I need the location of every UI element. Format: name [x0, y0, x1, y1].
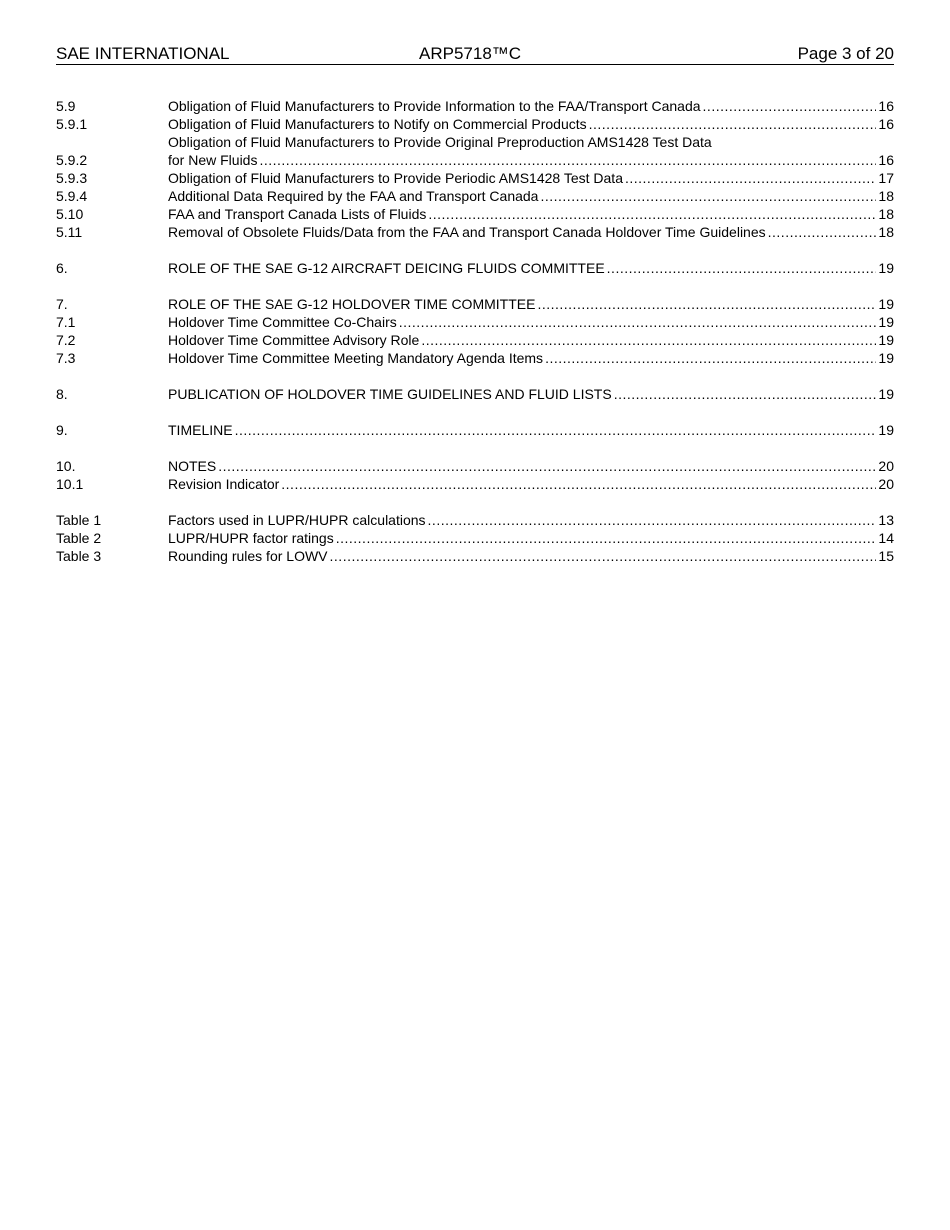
toc-entry-title: TIMELINE	[168, 422, 233, 438]
toc-entry-number: 10.1	[56, 476, 84, 492]
toc-entry-page: 16	[878, 116, 894, 132]
toc-entry-title: ROLE OF THE SAE G-12 HOLDOVER TIME COMMITTEE	[168, 296, 536, 312]
toc-entry-title: ROLE OF THE SAE G-12 AIRCRAFT DEICING FLUIDS COMMITTEE	[168, 260, 605, 276]
dot-leader	[330, 547, 877, 565]
document-number: ARP5718™C	[419, 44, 522, 63]
toc-entry[interactable]	[56, 331, 894, 349]
toc-group	[56, 511, 894, 565]
toc-entry-page: 19	[878, 350, 894, 366]
dot-leader	[259, 151, 876, 169]
dot-leader	[703, 97, 877, 115]
table-of-contents	[56, 97, 894, 583]
toc-entry[interactable]	[56, 349, 894, 367]
toc-entry-page: 13	[878, 512, 894, 528]
toc-entry-number: 5.9.3	[56, 170, 88, 186]
toc-entry-number: 5.9.4	[56, 188, 88, 204]
toc-entry-page: 16	[878, 98, 894, 114]
toc-entry-page: 19	[878, 314, 894, 330]
toc-entry-page: 19	[878, 422, 894, 438]
dot-leader	[607, 259, 877, 277]
toc-entry-number: Table 2	[56, 530, 102, 546]
dot-leader	[428, 511, 877, 529]
toc-entry-title: NOTES	[168, 458, 217, 474]
toc-entry-title: Additional Data Required by the FAA and Transport Canada	[168, 188, 539, 204]
toc-entry-page: 20	[878, 458, 894, 474]
dot-leader	[614, 385, 877, 403]
toc-entry-page: 19	[878, 260, 894, 276]
toc-entry-number: Table 3	[56, 548, 102, 564]
toc-entry-title: PUBLICATION OF HOLDOVER TIME GUIDELINES AND FLUID LISTS	[168, 386, 612, 402]
page-number: Page 3 of 20	[797, 44, 894, 63]
toc-entry-page: 19	[878, 386, 894, 402]
toc-entry-title: for New Fluids	[168, 152, 258, 168]
toc-entry-number: 7.2	[56, 332, 76, 348]
toc-entry-page: 19	[878, 296, 894, 312]
toc-entry-number: 5.11	[56, 224, 83, 240]
toc-group	[56, 457, 894, 493]
toc-entry-number: 7.3	[56, 350, 76, 366]
toc-group	[56, 97, 894, 241]
toc-entry-title: Factors used in LUPR/HUPR calculations	[168, 512, 426, 528]
toc-entry-page: 15	[878, 548, 894, 564]
toc-entry-number: 5.9.1	[56, 116, 88, 132]
toc-entry-number: 10.	[56, 458, 76, 474]
toc-entry-number: 5.10	[56, 206, 84, 222]
dot-leader	[625, 169, 876, 187]
toc-entry[interactable]	[56, 97, 894, 115]
dot-leader	[537, 295, 876, 313]
toc-entry-page: 18	[878, 188, 894, 204]
toc-entry[interactable]	[56, 169, 894, 187]
toc-entry-number: Table 1	[56, 512, 102, 528]
dot-leader	[545, 349, 876, 367]
dot-leader	[218, 457, 876, 475]
toc-entry-page: 18	[878, 224, 894, 240]
toc-entry-number: 6.	[56, 260, 68, 276]
toc-entry-number: 9.	[56, 422, 68, 438]
toc-group	[56, 421, 894, 439]
dot-leader	[281, 475, 876, 493]
dot-leader	[428, 205, 876, 223]
toc-entry-title-line1: Obligation of Fluid Manufacturers to Provide Original Preproduction AMS1428 Test Data	[168, 134, 712, 150]
page-header	[56, 44, 894, 65]
toc-entry-title: Holdover Time Committee Meeting Mandatory Agenda Items	[168, 350, 544, 366]
toc-entry-title: Rounding rules for LOWV	[168, 548, 328, 564]
toc-group	[56, 295, 894, 367]
toc-entry-number: 5.9.2	[56, 152, 88, 168]
toc-entry[interactable]	[56, 205, 894, 223]
toc-entry[interactable]	[56, 187, 894, 205]
toc-entry-title: Holdover Time Committee Advisory Role	[168, 332, 420, 348]
toc-entry-title: Revision Indicator	[168, 476, 280, 492]
toc-entry[interactable]	[56, 295, 894, 313]
dot-leader	[540, 187, 876, 205]
toc-entry[interactable]	[56, 457, 894, 475]
toc-group	[56, 385, 894, 403]
toc-entry[interactable]	[56, 475, 894, 493]
toc-entry-title: Removal of Obsolete Fluids/Data from the FAA and Transport Canada Holdover Time Guidelines	[168, 224, 766, 240]
toc-entry-title: Holdover Time Committee Co-Chairs	[168, 314, 397, 330]
toc-entry-page: 18	[878, 206, 894, 222]
toc-group	[56, 259, 894, 277]
toc-entry-page: 14	[878, 530, 894, 546]
toc-entry[interactable]	[56, 259, 894, 277]
dot-leader	[421, 331, 876, 349]
toc-entry[interactable]	[56, 385, 894, 403]
toc-entry-title: Obligation of Fluid Manufacturers to Notify on Commercial Products	[168, 116, 587, 132]
toc-entry-number: 5.9	[56, 98, 76, 114]
toc-entry[interactable]	[56, 421, 894, 439]
publisher-name: SAE INTERNATIONAL	[56, 44, 230, 63]
dot-leader	[235, 421, 877, 439]
toc-entry-page: 19	[878, 332, 894, 348]
toc-entry[interactable]	[56, 313, 894, 331]
toc-entry[interactable]	[56, 133, 894, 169]
toc-entry-title: Obligation of Fluid Manufacturers to Provide Information to the FAA/Transport Canada	[168, 98, 701, 114]
dot-leader	[589, 115, 877, 133]
toc-entry-number: 7.1	[56, 314, 76, 330]
dot-leader	[399, 313, 877, 331]
toc-entry[interactable]	[56, 547, 894, 565]
toc-entry[interactable]	[56, 223, 894, 241]
toc-entry[interactable]	[56, 115, 894, 133]
dot-leader	[768, 223, 877, 241]
toc-entry-number: 8.	[56, 386, 68, 402]
toc-entry-title: LUPR/HUPR factor ratings	[168, 530, 334, 546]
dot-leader	[336, 529, 877, 547]
toc-entry[interactable]	[56, 529, 894, 547]
toc-entry[interactable]	[56, 511, 894, 529]
toc-entry-title: Obligation of Fluid Manufacturers to Provide Periodic AMS1428 Test Data	[168, 170, 623, 186]
toc-entry-number: 7.	[56, 296, 68, 312]
toc-entry-page: 16	[878, 152, 894, 168]
toc-entry-page: 20	[878, 476, 894, 492]
toc-entry-title: FAA and Transport Canada Lists of Fluids	[168, 206, 427, 222]
toc-entry-page: 17	[878, 170, 894, 186]
